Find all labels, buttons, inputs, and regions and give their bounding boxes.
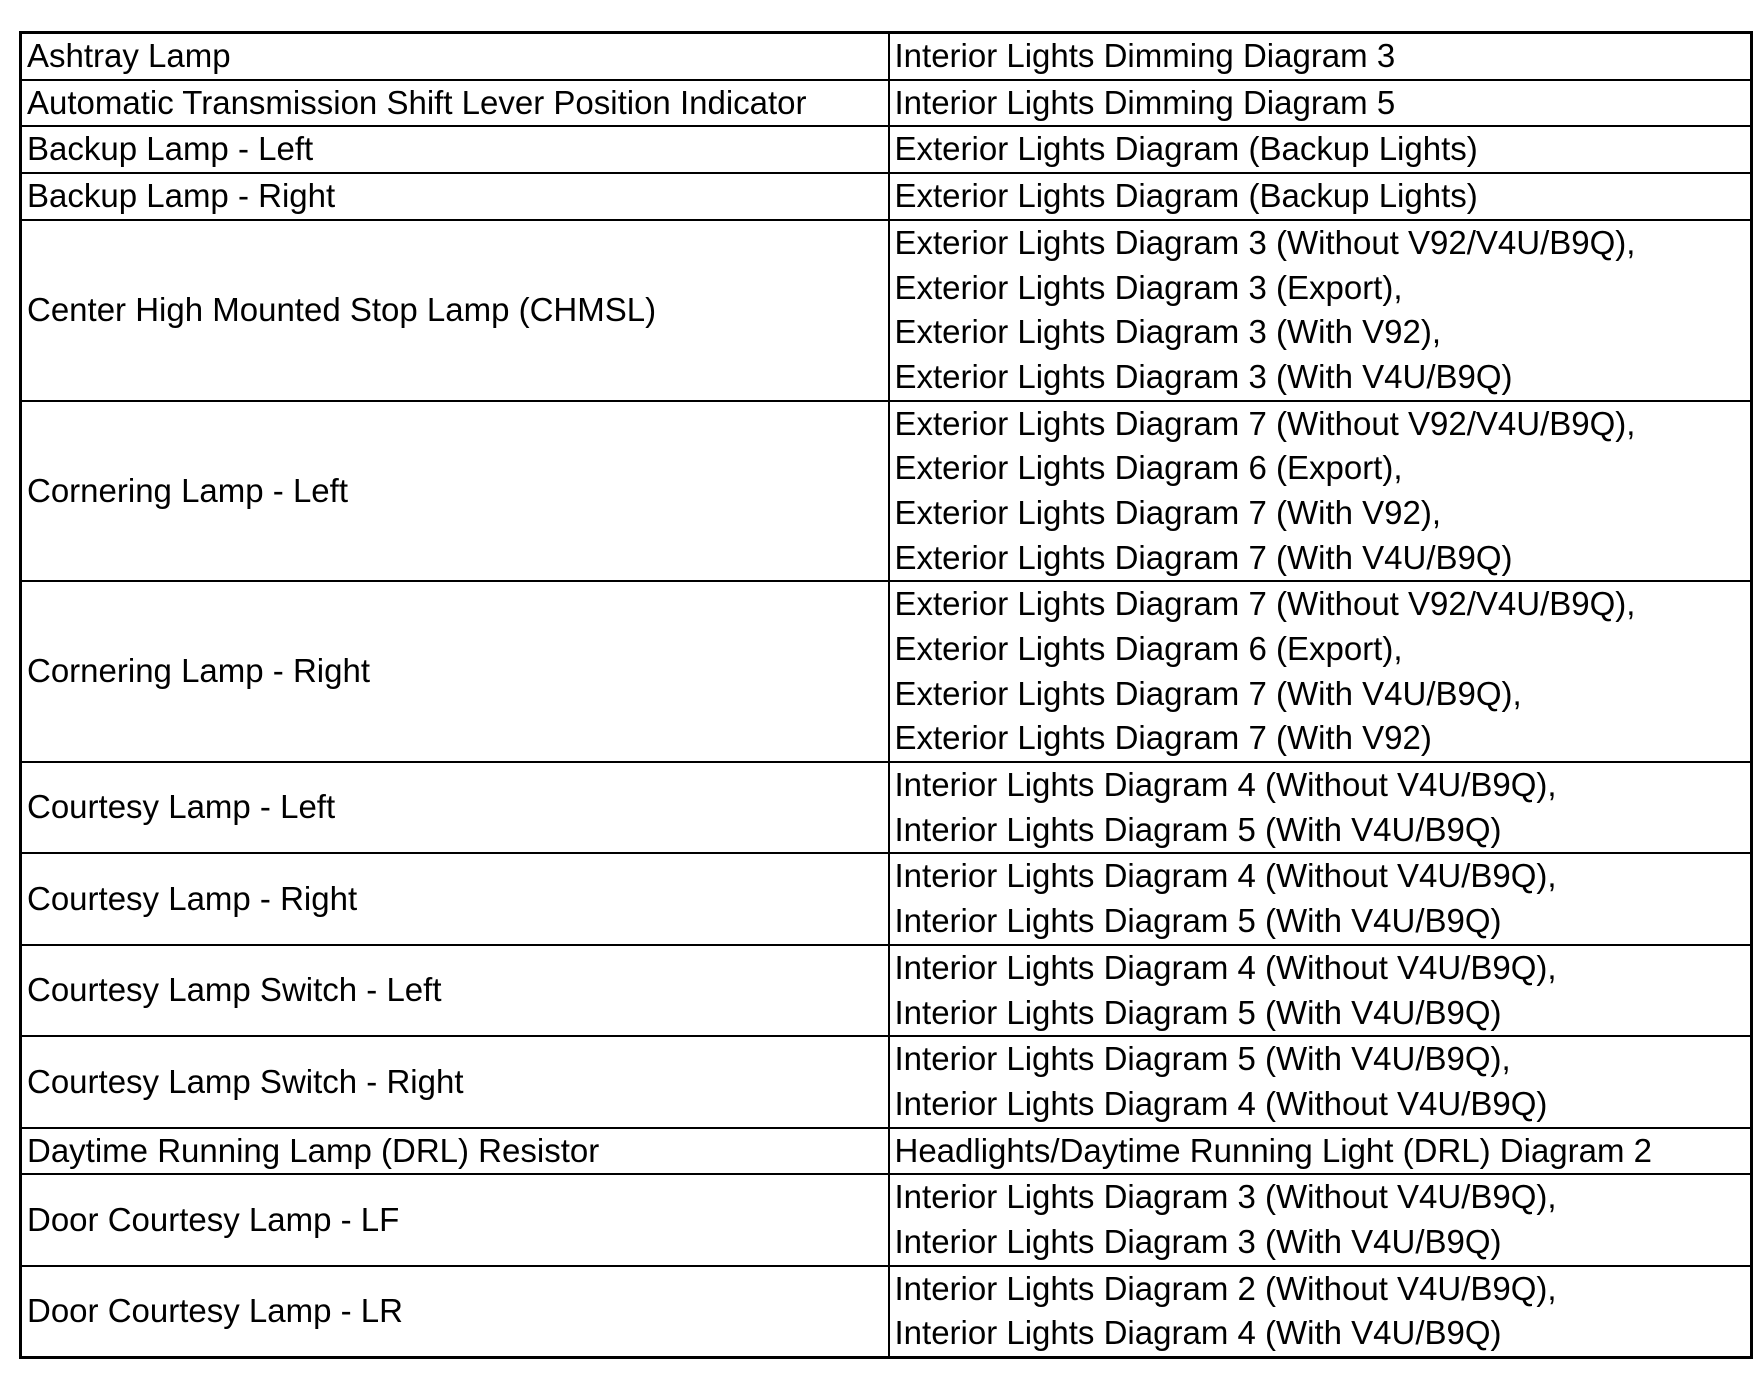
table-row <box>21 1036 1752 1127</box>
diagram-reference-cell <box>889 762 1752 853</box>
component-name-cell: Automatic Transmission Shift Lever Position Indicator <box>21 80 889 127</box>
diagram-reference: Exterior Lights Diagram 7 (Without V92/V4U/B9Q), <box>894 585 1636 623</box>
component-name-cell: Ashtray Lamp <box>21 33 889 80</box>
component-name-cell: Cornering Lamp - Right <box>21 581 889 762</box>
table-row <box>21 401 1752 582</box>
diagram-reference: Interior Lights Diagram 4 (Without V4U/B9Q), <box>894 948 1557 986</box>
table-row <box>21 1266 1752 1358</box>
component-name-cell: Door Courtesy Lamp - LF <box>21 1174 889 1265</box>
component-name-cell: Courtesy Lamp - Right <box>21 853 889 944</box>
table-row <box>21 1128 1752 1175</box>
diagram-reference-cell <box>889 581 1752 762</box>
table-row <box>21 945 1752 1036</box>
diagram-reference: Interior Lights Diagram 4 (Without V4U/B9Q) <box>894 1084 1548 1122</box>
table-row <box>21 762 1752 853</box>
table-row <box>21 1174 1752 1265</box>
component-name-cell: Door Courtesy Lamp - LR <box>21 1266 889 1358</box>
diagram-reference: Exterior Lights Diagram 3 (Export), <box>894 268 1403 306</box>
diagram-reference: Interior Lights Dimming Diagram 5 <box>894 83 1396 121</box>
table-body <box>21 33 1752 1358</box>
diagram-reference: Exterior Lights Diagram 3 (With V4U/B9Q) <box>894 357 1513 395</box>
diagram-reference-cell <box>889 1128 1752 1175</box>
diagram-reference-cell <box>889 853 1752 944</box>
diagram-reference-cell <box>889 1266 1752 1358</box>
diagram-reference: Interior Lights Diagram 5 (With V4U/B9Q) <box>894 993 1502 1031</box>
diagram-reference: Headlights/Daytime Running Light (DRL) Diagram 2 <box>894 1131 1653 1169</box>
diagram-reference: Exterior Lights Diagram 7 (With V4U/B9Q) <box>894 538 1513 576</box>
diagram-reference-cell <box>889 1174 1752 1265</box>
table-row <box>21 853 1752 944</box>
diagram-reference: Interior Lights Diagram 4 (With V4U/B9Q) <box>894 1314 1502 1352</box>
diagram-reference: Exterior Lights Diagram 7 (Without V92/V4U/B9Q), <box>894 404 1636 442</box>
diagram-reference: Exterior Lights Diagram (Backup Lights) <box>894 130 1478 168</box>
table-row <box>21 126 1752 173</box>
diagram-reference: Exterior Lights Diagram 3 (Without V92/V4U/B9Q), <box>894 223 1636 261</box>
diagram-reference: Exterior Lights Diagram 6 (Export), <box>894 630 1403 667</box>
diagram-reference-cell <box>889 1036 1752 1127</box>
component-diagram-table <box>19 31 1753 1359</box>
component-name-cell: Courtesy Lamp Switch - Left <box>21 945 889 1036</box>
component-name-cell: Daytime Running Lamp (DRL) Resistor <box>21 1128 889 1175</box>
diagram-reference-cell <box>889 945 1752 1036</box>
component-name-cell: Center High Mounted Stop Lamp (CHMSL) <box>21 220 889 401</box>
diagram-reference: Interior Lights Diagram 3 (With V4U/B9Q) <box>894 1222 1502 1260</box>
diagram-reference-cell <box>889 80 1752 127</box>
diagram-reference: Exterior Lights Diagram (Backup Lights) <box>894 177 1478 215</box>
table-row <box>21 80 1752 127</box>
diagram-reference-cell <box>889 126 1752 173</box>
diagram-reference-cell <box>889 220 1752 401</box>
component-name-cell: Courtesy Lamp Switch - Right <box>21 1036 889 1127</box>
diagram-reference: Exterior Lights Diagram 3 (With V92), <box>894 313 1442 351</box>
diagram-reference: Exterior Lights Diagram 6 (Export), <box>894 449 1403 487</box>
diagram-reference: Exterior Lights Diagram 7 (With V92) <box>894 719 1432 757</box>
component-name-cell: Backup Lamp - Right <box>21 173 889 220</box>
diagram-reference: Interior Lights Diagram 5 (With V4U/B9Q) <box>894 902 1502 940</box>
diagram-reference: Interior Lights Diagram 5 (With V4U/B9Q) <box>894 810 1502 848</box>
diagram-reference: Interior Lights Diagram 5 (With V4U/B9Q), <box>894 1040 1511 1078</box>
diagram-reference: Interior Lights Diagram 4 (Without V4U/B9Q), <box>894 766 1557 804</box>
table-row <box>21 220 1752 401</box>
table-row <box>21 33 1752 80</box>
diagram-reference: Exterior Lights Diagram 7 (With V4U/B9Q), <box>894 674 1522 712</box>
diagram-reference: Interior Lights Diagram 3 (Without V4U/B9Q), <box>894 1178 1557 1216</box>
component-name-cell: Backup Lamp - Left <box>21 126 889 173</box>
diagram-reference: Interior Lights Dimming Diagram 3 <box>894 37 1396 74</box>
diagram-reference-cell <box>889 173 1752 220</box>
diagram-reference: Interior Lights Diagram 4 (Without V4U/B9Q), <box>894 857 1557 895</box>
diagram-reference-cell <box>889 33 1752 80</box>
table-row <box>21 173 1752 220</box>
diagram-reference: Exterior Lights Diagram 7 (With V92), <box>894 493 1442 531</box>
component-name-cell: Courtesy Lamp - Left <box>21 762 889 853</box>
diagram-reference: Interior Lights Diagram 2 (Without V4U/B9Q), <box>894 1269 1557 1307</box>
diagram-reference-cell <box>889 401 1752 582</box>
table-row <box>21 581 1752 762</box>
component-name-cell: Cornering Lamp - Left <box>21 401 889 582</box>
